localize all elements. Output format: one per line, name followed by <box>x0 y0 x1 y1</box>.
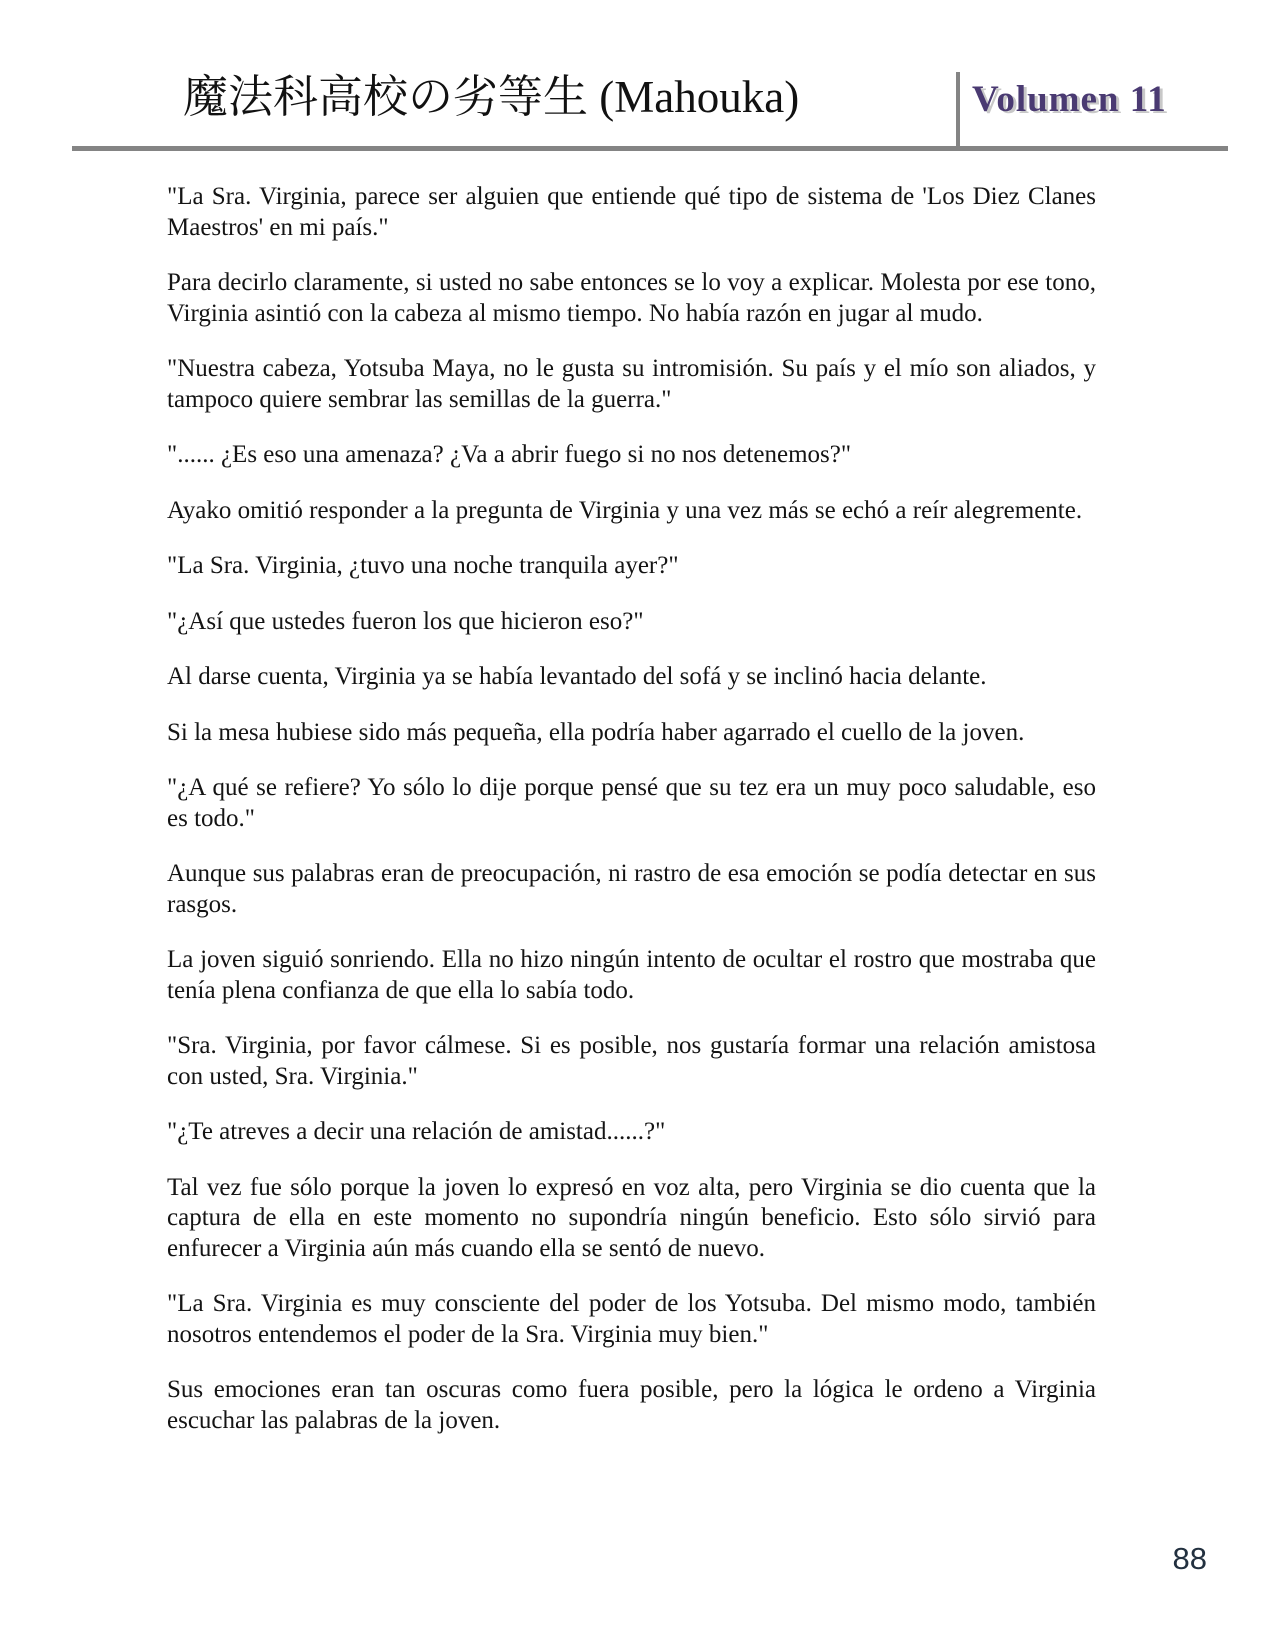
page-title: 魔法科高校の劣等生 (Mahouka) <box>183 72 800 122</box>
body-text <box>167 182 1096 1461</box>
paragraph: La joven siguió sonriendo. Ella no hizo ningún intento de ocultar el rostro que mostraba que tenía plena confianza de que ella lo sabía todo. <box>167 946 1096 1004</box>
paragraph: Aunque sus palabras eran de preocupación, ni rastro de esa emoción se podía detectar en sus rasgos. <box>167 860 1096 918</box>
paragraph: "Sra. Virginia, por favor cálmese. Si es posible, nos gustaría formar una relación amistosa con usted, Sra. Virginia." <box>167 1032 1096 1090</box>
paragraph: Sus emociones eran tan oscuras como fuera posible, pero la lógica le ordeno a Virginia escuchar las palabras de la joven. <box>167 1376 1096 1434</box>
paragraph: "Nuestra cabeza, Yotsuba Maya, no le gusta su intromisión. Su país y el mío son aliados, y tampoco quiere sembrar las semillas de la guerra." <box>167 355 1096 413</box>
paragraph: Ayako omitió responder a la pregunta de Virginia y una vez más se echó a reír alegremente. <box>167 496 1083 524</box>
paragraph: "...... ¿Es eso una amenaza? ¿Va a abrir fuego si no nos detenemos?" <box>167 441 852 468</box>
paragraph: "La Sra. Virginia es muy consciente del poder de los Yotsuba. Del mismo modo, también nosotros entendemos el poder de la Sra. Virginia muy bien." <box>167 1290 1096 1348</box>
paragraph: "¿Así que ustedes fueron los que hicieron eso?" <box>167 607 644 635</box>
header-rule <box>72 146 1228 151</box>
volume-label: Volumen 11 <box>972 79 1167 120</box>
header-divider-bar <box>956 72 960 150</box>
paragraph: "La Sra. Virginia, ¿tuvo una noche tranquila ayer?" <box>167 552 679 579</box>
paragraph: "¿A qué se refiere? Yo sólo lo dije porque pensé que su tez era un muy poco saludable, eso es todo." <box>167 774 1096 832</box>
paragraph: Para decirlo claramente, si usted no sabe entonces se lo voy a explicar. Molesta por ese tono, Virginia asintió con la cabeza al mismo tiempo. No había razón en jugar al mudo. <box>167 269 1096 327</box>
page-number: 88 <box>1172 1541 1207 1576</box>
paragraph: Si la mesa hubiese sido más pequeña, ella podría haber agarrado el cuello de la joven. <box>167 718 1025 746</box>
paragraph: "La Sra. Virginia, parece ser alguien que entiende qué tipo de sistema de 'Los Diez Clanes Maestros' en mi país." <box>167 183 1096 241</box>
paragraph: "¿Te atreves a decir una relación de amistad......?" <box>167 1118 666 1145</box>
paragraph: Al darse cuenta, Virginia ya se había levantado del sofá y se inclinó hacia delante. <box>167 663 987 690</box>
paragraph: Tal vez fue sólo porque la joven lo expresó en voz alta, pero Virginia se dio cuenta que la captura de ella en este momento no supondría ningún beneficio. Esto sólo sirvió para enfurecer a Virginia aún más cuando ella se sentó de nuevo. <box>167 1173 1096 1262</box>
